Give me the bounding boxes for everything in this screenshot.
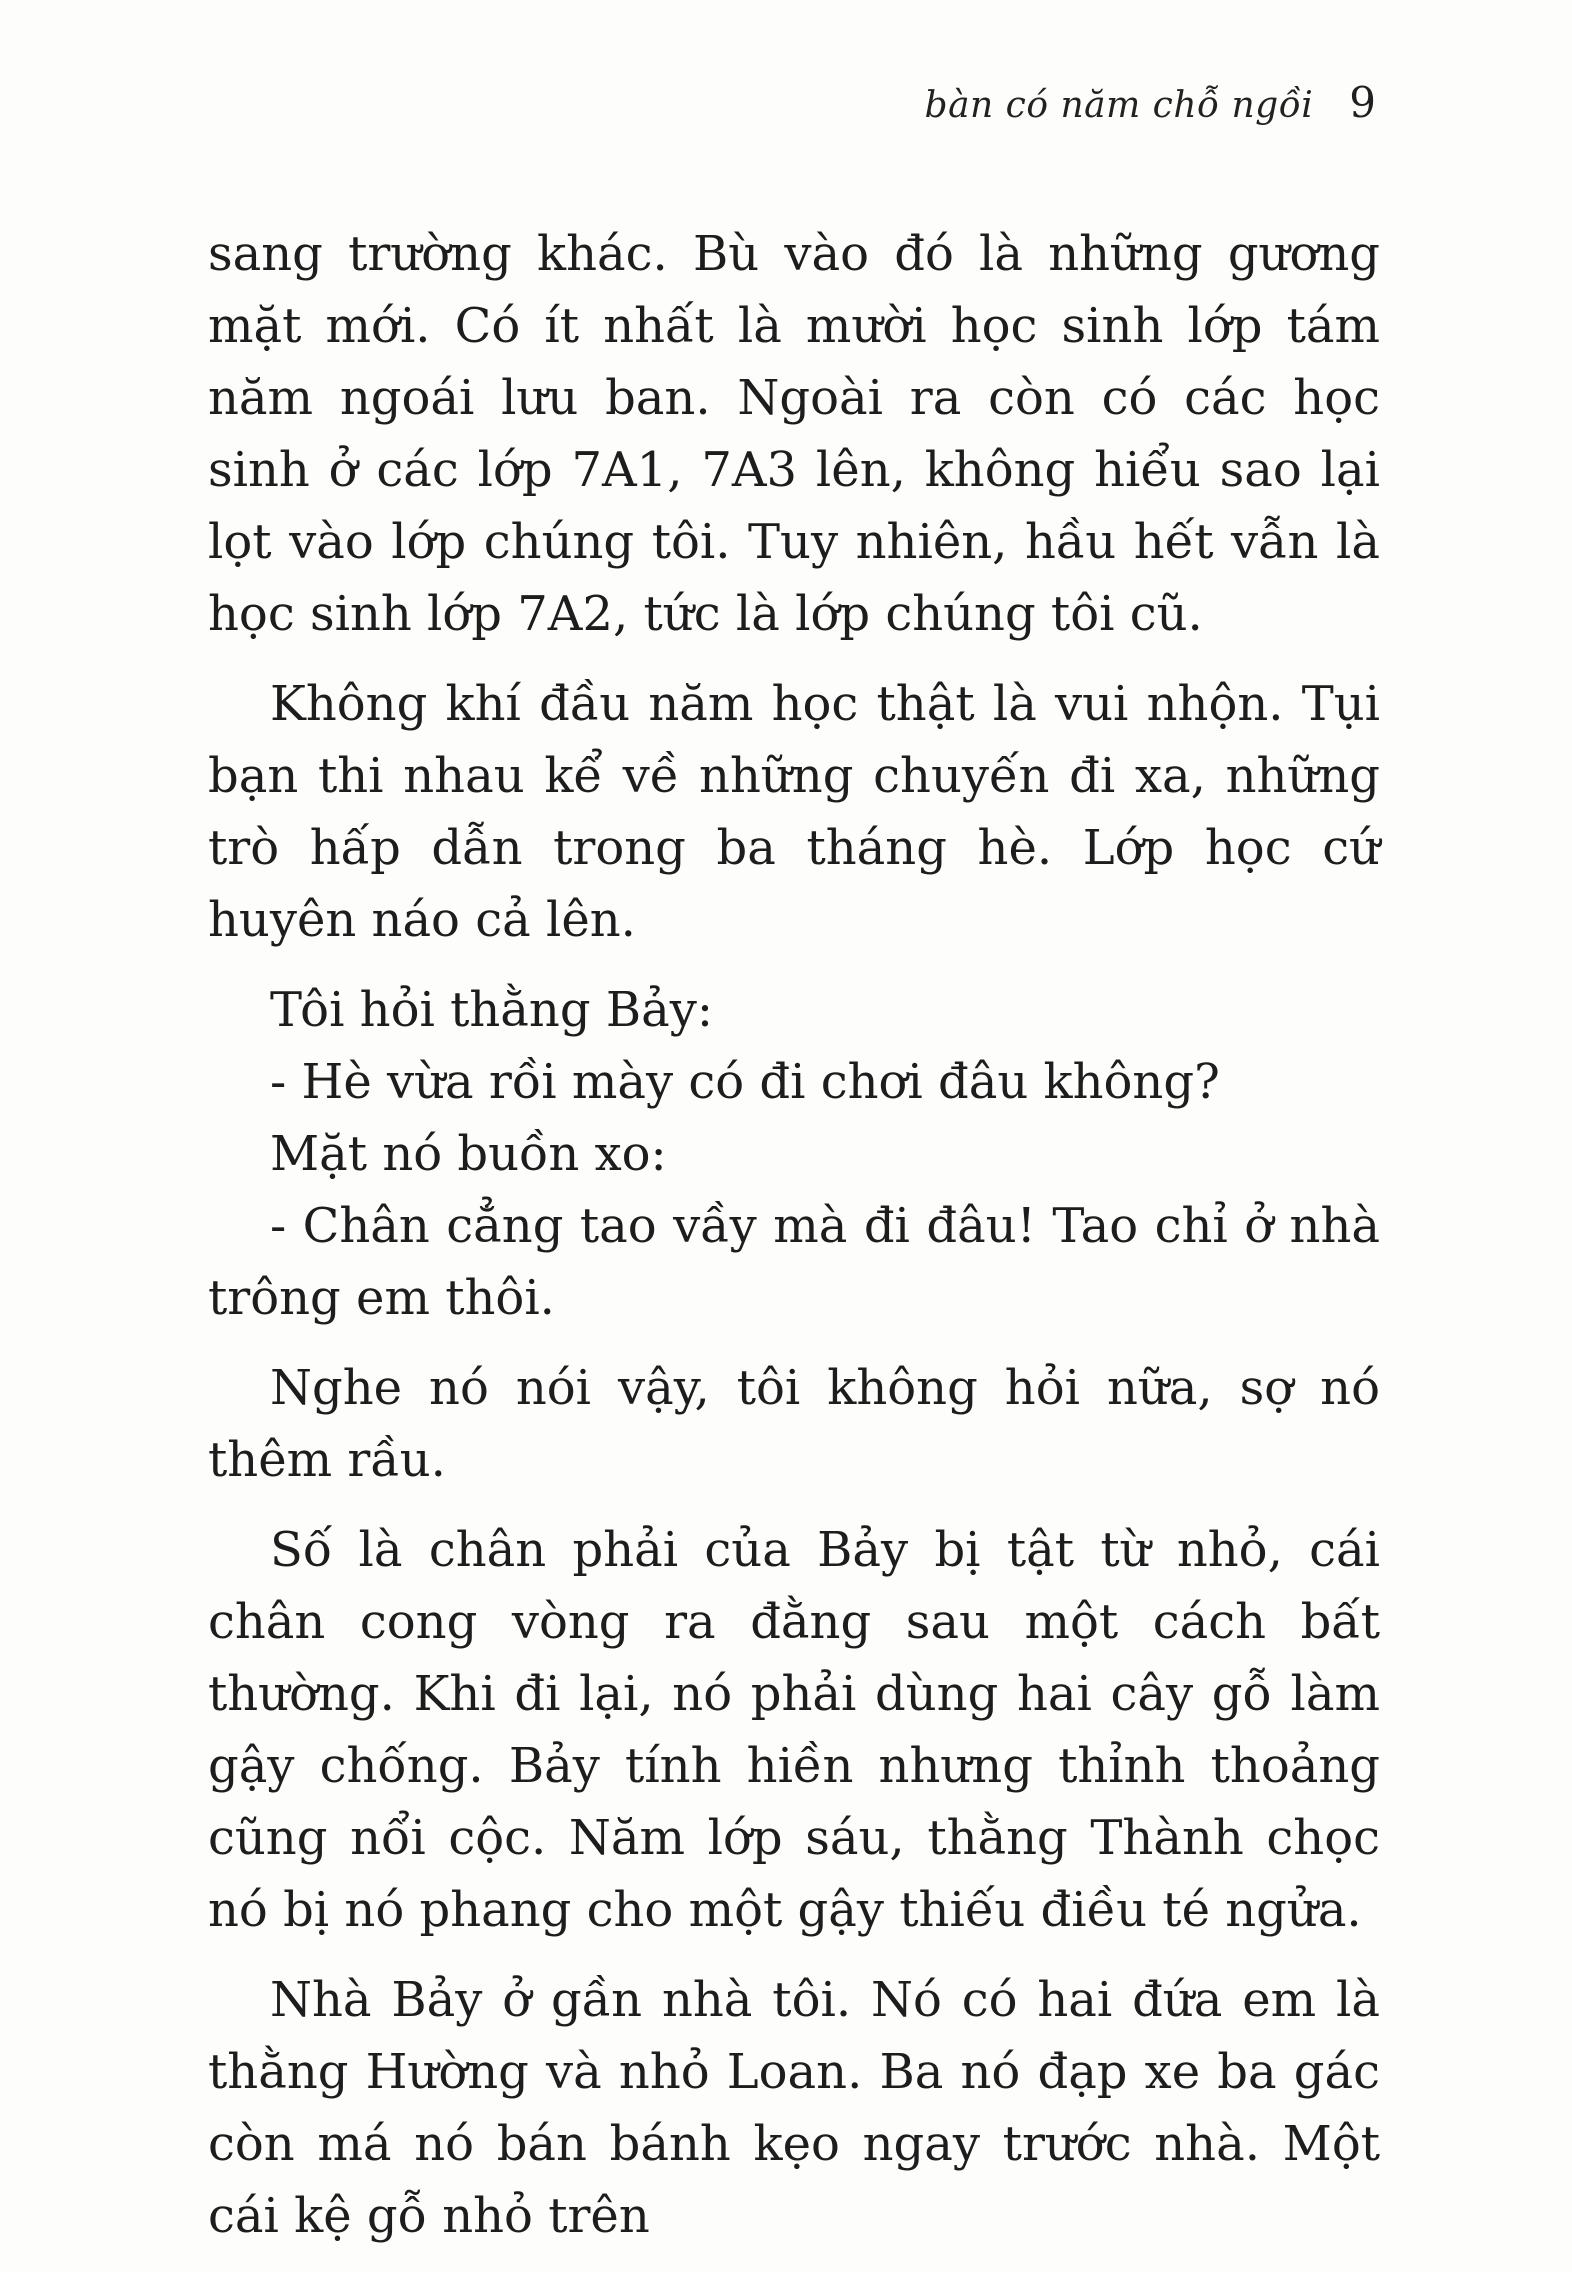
dialogue-question: - Hè vừa rồi mày có đi chơi đâu không? bbox=[270, 1054, 1220, 1110]
paragraph-bay-leg: Số là chân phải của Bảy bị tật từ nhỏ, cái chân cong vòng ra đằng sau một cách bất thường. Khi đi lại, nó phải dùng hai cây gỗ làm gậy chống. Bảy tính hiền nhưng thỉnh thoảng cũng nổi cộc. Năm lớp sáu, thằng Thành chọc nó bị nó phang cho một gậy thiếu điều té ngửa. bbox=[208, 1522, 1380, 1938]
paragraph-continuation: sang trường khác. Bù vào đó là những gương mặt mới. Có ít nhất là mười học sinh lớp tám năm ngoái lưu ban. Ngoài ra còn có các học sinh ở các lớp 7A1, 7A3 lên, không hiểu sao lại lọt vào lớp chúng tôi. Tuy nhiên, hầu hết vẫn là học sinh lớp 7A2, tức là lớp chúng tôi cũ. bbox=[208, 226, 1380, 642]
dialogue-answer: - Chân cẳng tao vầy mà đi đâu! Tao chỉ ở nhà trông em thôi. bbox=[208, 1198, 1380, 1326]
paragraph-ask-bay: Tôi hỏi thằng Bảy: bbox=[270, 982, 713, 1038]
body-text bbox=[208, 218, 1380, 2252]
running-title: bàn có năm chỗ ngồi bbox=[924, 85, 1314, 126]
paragraph-bay-house: Nhà Bảy ở gần nhà tôi. Nó có hai đứa em là thằng Hường và nhỏ Loan. Ba nó đạp xe ba gác còn má nó bán bánh kẹo ngay trước nhà. Một cái kệ gỗ nhỏ trên bbox=[208, 1972, 1380, 2244]
paragraph-new-school-year: Không khí đầu năm học thật là vui nhộn. Tụi bạn thi nhau kể về những chuyến đi xa, những trò hấp dẫn trong ba tháng hè. Lớp học cứ huyên náo cả lên. bbox=[208, 676, 1380, 948]
page-number: 9 bbox=[1349, 78, 1376, 127]
paragraph-stop-asking: Nghe nó nói vậy, tôi không hỏi nữa, sợ nó thêm rầu. bbox=[208, 1360, 1380, 1488]
running-header bbox=[925, 78, 1376, 127]
paragraph-sad-face: Mặt nó buồn xo: bbox=[270, 1126, 667, 1182]
